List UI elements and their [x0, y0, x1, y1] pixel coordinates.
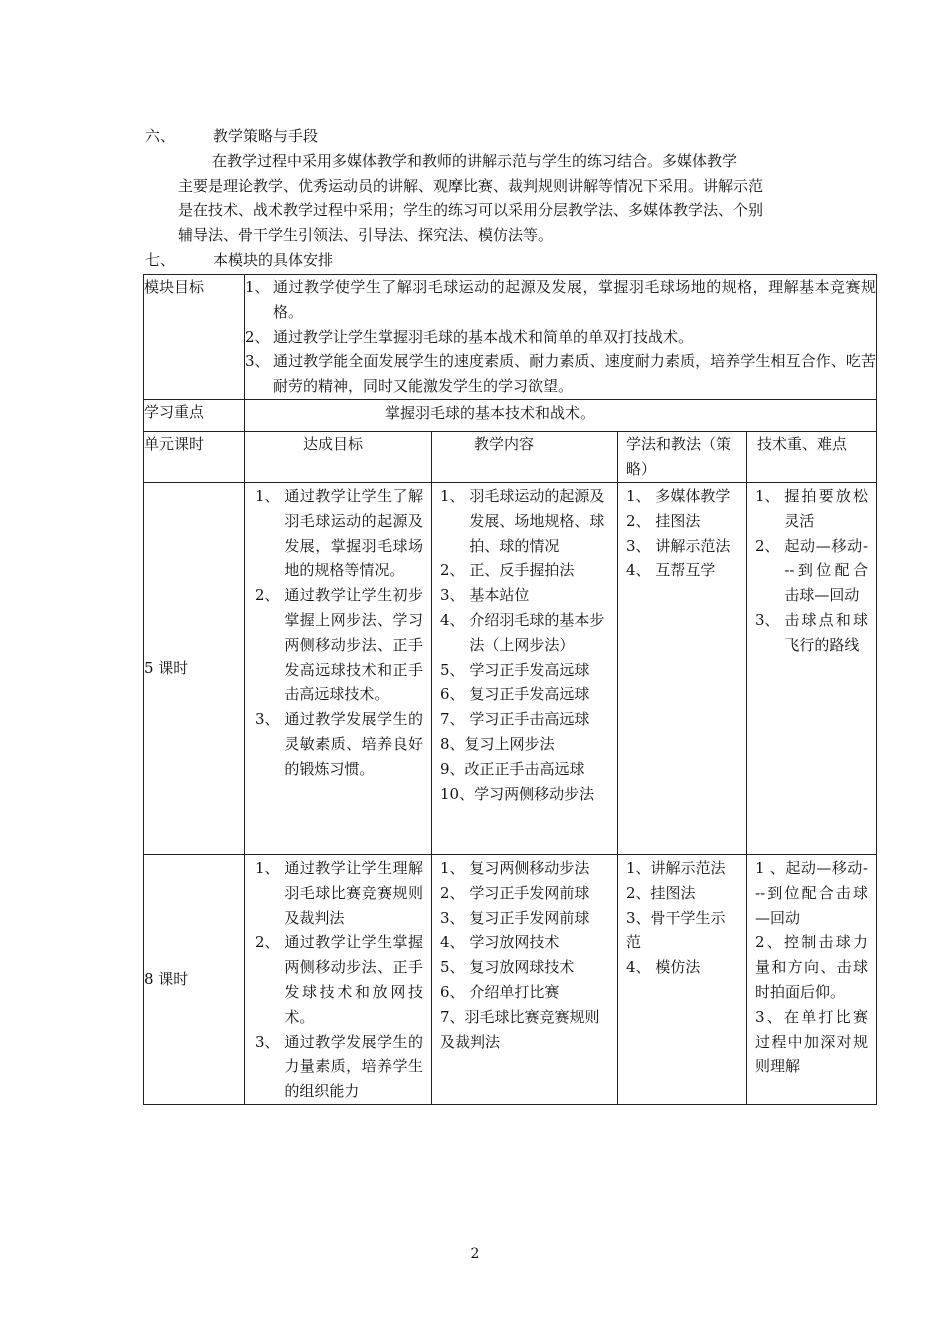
section-6-heading — [145, 124, 318, 148]
item-text: 基本站位 — [469, 586, 530, 605]
item-number: 3、 — [255, 710, 285, 729]
item-number: 1、 — [626, 486, 656, 505]
section-7-heading — [145, 248, 333, 272]
section-6-title: 教学策略与手段 — [213, 127, 319, 145]
item-text: 通过教学让学生初步掌握上网步法、学习两侧移动步法、正手发高远球技术和正手击高远球技术。 — [284, 586, 423, 704]
keys-list — [755, 484, 868, 658]
item-text: 3、在单打比赛过程中加深对规则理解 — [755, 1007, 869, 1076]
item-number: 2、 — [626, 511, 656, 530]
goals-cell — [245, 482, 432, 854]
header-key: 技术重、难点 — [747, 431, 877, 482]
item-number: 6、 — [440, 685, 470, 704]
unit-cell: 5 课时 — [144, 482, 245, 854]
learning-focus-row — [144, 399, 877, 431]
item-text: 复习放网球技术 — [469, 958, 575, 977]
item-text: 1 、起动—移动---到位配合击球—回动 — [755, 858, 869, 927]
list-item — [255, 707, 423, 781]
list-item — [255, 484, 423, 583]
header-unit: 单元课时 — [144, 431, 245, 482]
methods-list — [626, 484, 740, 583]
learning-focus-label: 学习重点 — [144, 399, 245, 431]
list-item — [245, 275, 876, 325]
item-text: 3、骨干学生示范 — [626, 908, 726, 952]
item-text: 复习正手发网前球 — [469, 908, 590, 927]
list-item — [245, 349, 876, 399]
contents-cell — [432, 854, 618, 1104]
module-schedule-table — [143, 274, 877, 1105]
list-item — [626, 881, 740, 906]
item-number: 2、 — [755, 536, 785, 555]
item-text: 通过教学能全面发展学生的速度素质、耐力素质、速度耐力素质，培养学生相互合作、吃苦耐劳的精神，同时又能激发学生的学习欲望。 — [273, 352, 877, 396]
item-number: 9、 — [440, 759, 465, 778]
item-number: 2、 — [440, 883, 470, 902]
item-number: 4、 — [626, 561, 656, 580]
item-number: 7、 — [440, 710, 470, 729]
list-item — [440, 484, 611, 558]
item-number: 8、 — [440, 734, 465, 753]
list-item — [755, 1005, 868, 1079]
item-text: 学习正手发高远球 — [469, 660, 590, 679]
contents-list — [440, 856, 611, 1054]
item-number: 1、 — [255, 858, 285, 877]
item-number: 4、 — [440, 610, 470, 629]
item-number: 5、 — [440, 958, 470, 977]
contents-list — [440, 484, 611, 806]
item-text: 模仿法 — [655, 958, 701, 977]
list-item — [440, 906, 611, 931]
item-text: 学习正手发网前球 — [469, 883, 590, 902]
list-item — [626, 484, 740, 509]
list-item — [255, 930, 423, 1029]
item-text: 击球点和球飞行的路线 — [784, 610, 869, 654]
list-item — [440, 881, 611, 906]
contents-cell — [432, 482, 618, 854]
module-goal-label: 模块目标 — [144, 275, 245, 400]
list-item — [626, 906, 740, 956]
list-item — [440, 583, 611, 608]
list-item — [440, 682, 611, 707]
list-item — [755, 608, 868, 658]
item-text: 通过教学发展学生的力量素质，培养学生的组织能力 — [284, 1032, 423, 1101]
goals-list — [255, 484, 423, 782]
list-item — [440, 856, 611, 881]
paragraph-line: 是在技术、战术教学过程中采用；学生的练习可以采用分层教学法、多媒体教学法、个别 — [178, 201, 764, 219]
keys-cell — [747, 854, 877, 1104]
list-item — [440, 955, 611, 980]
keys-list — [755, 856, 868, 1079]
header-method: 学法和教法（策略） — [618, 431, 747, 482]
header-content: 教学内容 — [432, 431, 618, 482]
section-6-number: 六、 — [145, 127, 176, 145]
paragraph-line: 辅导法、骨干学生引领法、引导法、探究法、模仿法等。 — [178, 225, 554, 244]
unit-cell: 8 课时 — [144, 854, 245, 1104]
learning-focus-text: 掌握羽毛球的基本技术和战术。 — [385, 403, 596, 422]
item-text: 通过教学让学生理解羽毛球比赛竞赛规则及裁判法 — [284, 858, 423, 927]
list-item — [440, 930, 611, 955]
item-text: 通过教学发展学生的灵敏素质、培养良好的锻炼习惯。 — [284, 710, 423, 778]
item-text: 复习正手发高远球 — [469, 685, 590, 704]
list-item — [755, 856, 868, 930]
item-number: 3、 — [255, 1032, 285, 1051]
paragraph-line: 主要是理论教学、优秀运动员的讲解、观摩比赛、裁判规则讲解等情况下采用。讲解示范 — [178, 176, 764, 195]
table-row — [144, 482, 877, 854]
item-text: 起动—移动---到位配合击球—回动 — [784, 536, 869, 605]
item-text: 羽毛球运动的起源及发展、场地规格、球拍、球的情况 — [469, 486, 605, 555]
list-item — [440, 980, 611, 1005]
section-6-paragraph — [178, 149, 818, 247]
item-number: 3、 — [440, 586, 470, 605]
item-text: 通过教学让学生了解羽毛球运动的起源及发展，掌握羽毛球场地的规格等情况。 — [284, 486, 423, 580]
item-text: 复习两侧移动步法 — [469, 858, 590, 877]
item-number: 2、 — [255, 586, 285, 605]
item-text: 挂图法 — [655, 511, 701, 530]
item-text: 通过教学让学生掌握两侧移动步法、正手发球技术和放网技术。 — [284, 933, 423, 1026]
item-number: 10、 — [440, 784, 475, 803]
goals-cell — [245, 854, 432, 1104]
item-text: 学习两侧移动步法 — [474, 784, 595, 803]
list-item — [245, 325, 876, 350]
section-7-number: 七、 — [145, 251, 176, 269]
item-text: 2、挂图法 — [626, 883, 696, 902]
item-text: 学习放网技术 — [469, 933, 560, 952]
item-text: 学习正手击高远球 — [469, 710, 590, 729]
table-header-row — [144, 431, 877, 482]
item-text: 2、控制击球力量和方向、击球时拍面后仰。 — [755, 933, 869, 1001]
section-7-title: 本模块的具体安排 — [213, 251, 334, 269]
list-item — [255, 1030, 423, 1104]
list-item — [440, 732, 611, 757]
item-number: 2、 — [245, 327, 275, 346]
item-number: 3、 — [440, 908, 470, 927]
item-number: 1、 — [255, 486, 285, 505]
item-number: 3、 — [755, 610, 785, 629]
item-text: 多媒体教学 — [655, 486, 731, 505]
item-number: 1、 — [440, 858, 470, 877]
module-goal-row — [144, 275, 877, 400]
item-text: 复习上网步法 — [464, 734, 555, 753]
item-text: 通过教学使学生了解羽毛球运动的起源及发展，掌握羽毛球场地的规格，理解基本竞赛规格。 — [273, 278, 877, 321]
item-number: 4、 — [626, 958, 656, 977]
header-goal: 达成目标 — [245, 431, 432, 482]
list-item — [626, 509, 740, 534]
item-text: 介绍单打比赛 — [469, 982, 560, 1001]
table-row — [144, 854, 877, 1104]
list-item — [440, 757, 611, 782]
item-number: 1、 — [440, 486, 470, 505]
learning-focus-cell — [245, 399, 877, 431]
list-item — [626, 856, 740, 881]
list-item — [440, 1005, 611, 1055]
methods-cell — [618, 482, 747, 854]
module-goal-list — [245, 275, 876, 399]
list-item — [626, 955, 740, 980]
item-text: 互帮互学 — [655, 561, 716, 580]
list-item — [440, 558, 611, 583]
item-text: 讲解示范法 — [655, 536, 731, 555]
item-number: 1、 — [755, 486, 785, 505]
item-text: 1、讲解示范法 — [626, 858, 726, 877]
item-text: 握拍要放松灵活 — [784, 486, 869, 530]
goals-list — [255, 856, 423, 1104]
list-item — [626, 534, 740, 559]
list-item — [255, 583, 423, 707]
item-text: 介绍羽毛球的基本步法（上网步法） — [469, 610, 605, 654]
item-number: 2、 — [440, 561, 470, 580]
list-item — [440, 707, 611, 732]
item-number: 2、 — [255, 933, 285, 952]
list-item — [626, 558, 740, 583]
item-number: 4、 — [440, 933, 470, 952]
methods-cell — [618, 854, 747, 1104]
list-item — [755, 930, 868, 1004]
list-item — [755, 484, 868, 534]
list-item — [755, 534, 868, 608]
list-item — [255, 856, 423, 930]
list-item — [440, 608, 611, 658]
item-text: 改正正手击高远球 — [464, 759, 585, 778]
item-number: 1、 — [245, 278, 275, 296]
list-item — [440, 658, 611, 683]
methods-list — [626, 856, 740, 980]
list-item — [440, 782, 611, 807]
paragraph-line: 在教学过程中采用多媒体教学和教师的讲解示范与学生的练习结合。多媒体教学 — [212, 152, 738, 170]
item-text: 通过教学让学生掌握羽毛球的基本战术和简单的单双打技战术。 — [273, 327, 694, 346]
item-number: 3、 — [626, 536, 656, 555]
keys-cell — [747, 482, 877, 854]
page-number: 2 — [470, 1246, 480, 1262]
module-goal-cell — [245, 275, 877, 400]
item-text: 7、羽毛球比赛竞赛规则及裁判法 — [440, 1007, 600, 1051]
item-number: 6、 — [440, 982, 470, 1001]
item-number: 5、 — [440, 660, 470, 679]
item-number: 3、 — [245, 352, 275, 371]
item-text: 正、反手握拍法 — [469, 561, 575, 580]
